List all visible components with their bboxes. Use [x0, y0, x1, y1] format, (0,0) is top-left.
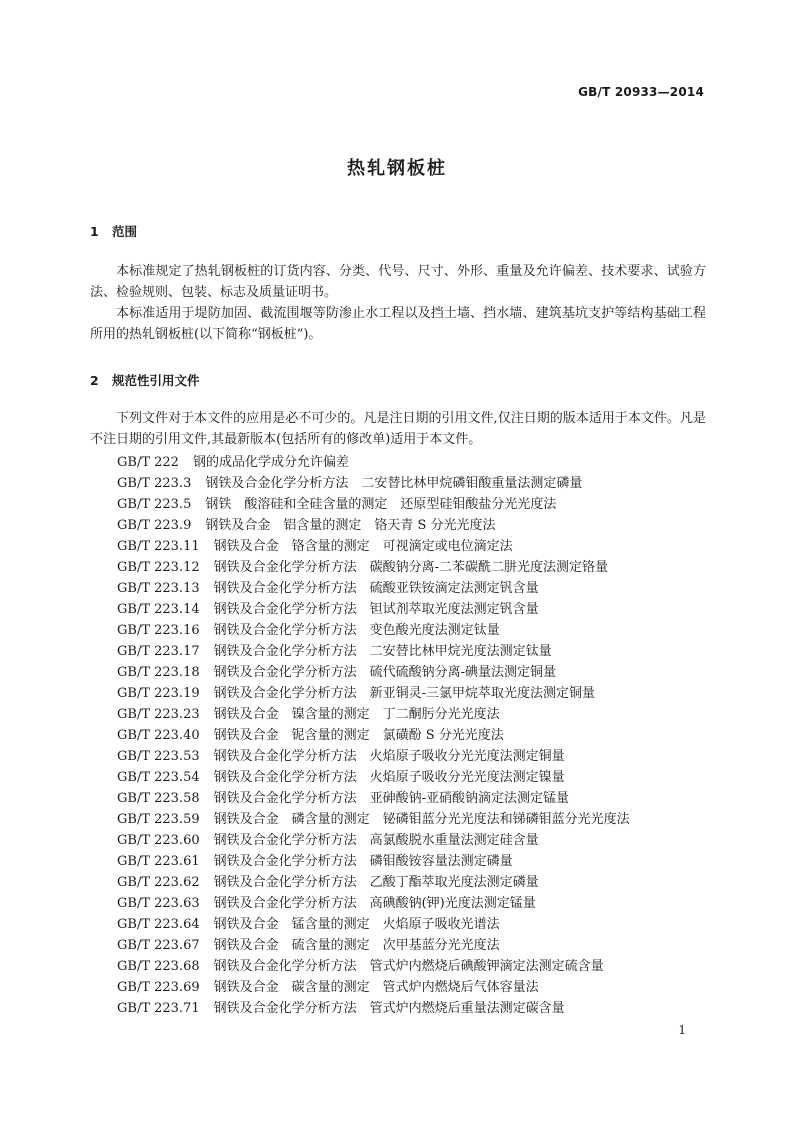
reference-item	[117, 536, 717, 557]
reference-title: 钢铁及合金 磷含量的测定 铋磷钼蓝分光光度法和锑磷钼蓝分光光度法	[213, 812, 630, 827]
section-number: 2	[90, 373, 99, 388]
reference-item	[117, 872, 717, 893]
reference-item	[117, 599, 717, 620]
reference-title: 钢铁及合金化学分析方法 管式炉内燃烧后重量法测定碳含量	[213, 1001, 565, 1016]
reference-code: GB/T 222	[117, 455, 179, 470]
reference-code: GB/T 223.14	[117, 602, 200, 617]
reference-item	[117, 956, 717, 977]
reference-code: GB/T 223.59	[117, 812, 200, 827]
reference-title: 钢铁及合金化学分析方法 高碘酸钠(钾)光度法测定锰量	[213, 896, 536, 911]
reference-code: GB/T 223.9	[117, 518, 192, 533]
reference-item	[117, 557, 717, 578]
reference-code: GB/T 223.68	[117, 959, 200, 974]
reference-code: GB/T 223.63	[117, 896, 200, 911]
reference-code: GB/T 223.64	[117, 917, 200, 932]
reference-item	[117, 452, 717, 473]
reference-item	[117, 935, 717, 956]
reference-title: 钢铁及合金化学分析方法 管式炉内燃烧后碘酸钾滴定法测定硫含量	[213, 959, 604, 974]
scope-paragraph-1: 本标准规定了热轧钢板桩的订货内容、分类、代号、尺寸、外形、重量及允许偏差、技术要求、试验方法、检验规则、包装、标志及质量证明书。	[90, 264, 706, 300]
reference-title: 钢铁及合金化学分析方法 硫代硫酸钠分离-碘量法测定铜量	[213, 665, 557, 680]
reference-title: 钢铁及合金 锰含量的测定 火焰原子吸收光谱法	[213, 917, 500, 932]
reference-code: GB/T 223.69	[117, 980, 200, 995]
reference-item	[117, 473, 717, 494]
reference-list	[117, 452, 717, 1019]
section-heading-scope	[90, 222, 137, 240]
reference-title: 钢铁 酸溶硅和全硅含量的测定 还原型硅钼酸盐分光光度法	[205, 497, 557, 512]
reference-item	[117, 977, 717, 998]
reference-code: GB/T 223.62	[117, 875, 200, 890]
reference-code: GB/T 223.23	[117, 707, 200, 722]
standard-code: GB/T 20933—2014	[578, 85, 704, 99]
page-number: 1	[678, 1023, 686, 1037]
reference-item	[117, 662, 717, 683]
reference-code: GB/T 223.17	[117, 644, 200, 659]
reference-item	[117, 725, 717, 746]
reference-code: GB/T 223.58	[117, 791, 200, 806]
reference-item	[117, 641, 717, 662]
reference-code: GB/T 223.11	[117, 539, 200, 554]
reference-code: GB/T 223.13	[117, 581, 200, 596]
reference-code: GB/T 223.12	[117, 560, 200, 575]
reference-item	[117, 788, 717, 809]
reference-item	[117, 620, 717, 641]
reference-item	[117, 998, 717, 1019]
reference-item	[117, 704, 717, 725]
reference-code: GB/T 223.67	[117, 938, 200, 953]
reference-title: 钢铁及合金化学分析方法 高氯酸脱水重量法测定硅含量	[213, 833, 539, 848]
reference-item	[117, 515, 717, 536]
reference-code: GB/T 223.3	[117, 476, 192, 491]
scope-paragraph-2: 本标准适用于堤防加固、截流围堰等防渗止水工程以及挡土墙、挡水墙、建筑基坑支护等结构基础工程所用的热轧钢板桩(以下简称“钢板桩”)。	[90, 306, 706, 342]
reference-title: 钢铁及合金化学分析方法 乙酸丁酯萃取光度法测定磷量	[213, 875, 539, 890]
reference-title: 钢铁及合金化学分析方法 二安替比林甲烷光度法测定钛量	[213, 644, 552, 659]
reference-title: 钢铁及合金化学分析方法 亚砷酸钠-亚硝酸钠滴定法测定锰量	[213, 791, 570, 806]
reference-title: 钢铁及合金化学分析方法 变色酸光度法测定钛量	[213, 623, 500, 638]
reference-item	[117, 809, 717, 830]
section-title: 范围	[112, 224, 138, 239]
reference-title: 钢铁及合金 镍含量的测定 丁二酮肟分光光度法	[213, 707, 500, 722]
section-number: 1	[90, 224, 99, 239]
reference-title: 钢铁及合金 硫含量的测定 次甲基蓝分光光度法	[213, 938, 500, 953]
reference-title: 钢铁及合金化学分析方法 钽试剂萃取光度法测定钒含量	[213, 602, 539, 617]
reference-title: 钢铁及合金化学分析方法 火焰原子吸收分光光度法测定镍量	[213, 770, 565, 785]
reference-code: GB/T 223.53	[117, 749, 200, 764]
reference-code: GB/T 223.60	[117, 833, 200, 848]
reference-title: 钢铁及合金 碳含量的测定 管式炉内燃烧后气体容量法	[213, 980, 539, 995]
section-title: 规范性引用文件	[112, 373, 200, 388]
reference-code: GB/T 223.18	[117, 665, 200, 680]
reference-item	[117, 830, 717, 851]
reference-item	[117, 851, 717, 872]
reference-item	[117, 914, 717, 935]
reference-title: 钢铁及合金 铬含量的测定 可视滴定或电位滴定法	[213, 539, 513, 554]
reference-code: GB/T 223.71	[117, 1001, 200, 1016]
reference-title: 钢铁及合金化学分析方法 新亚铜灵-三氯甲烷萃取光度法测定铜量	[213, 686, 596, 701]
reference-code: GB/T 223.61	[117, 854, 200, 869]
reference-item	[117, 578, 717, 599]
reference-title: 钢铁及合金化学分析方法 硫酸亚铁铵滴定法测定钒含量	[213, 581, 539, 596]
reference-code: GB/T 223.5	[117, 497, 192, 512]
reference-title: 钢铁及合金化学分析方法 火焰原子吸收分光光度法测定铜量	[213, 749, 565, 764]
document-title: 热轧钢板桩	[347, 158, 447, 179]
reference-code: GB/T 223.54	[117, 770, 200, 785]
reference-item	[117, 494, 717, 515]
section-heading-normative-references	[90, 371, 200, 389]
reference-title: 钢铁及合金化学分析方法 磷钼酸铵容量法测定磷量	[213, 854, 513, 869]
reference-item	[117, 683, 717, 704]
references-intro-paragraph: 下列文件对于本文件的应用是必不可少的。凡是注日期的引用文件,仅注日期的版本适用于本文件。凡是不注日期的引用文件,其最新版本(包括所有的修改单)适用于本文件。	[90, 411, 706, 447]
reference-title: 钢铁及合金化学分析方法 碳酸钠分离-二苯碳酰二肼光度法测定铬量	[213, 560, 609, 575]
reference-title: 钢铁及合金 铝含量的测定 铬天青 S 分光光度法	[205, 518, 496, 533]
reference-item	[117, 767, 717, 788]
reference-item	[117, 746, 717, 767]
reference-code: GB/T 223.16	[117, 623, 200, 638]
reference-code: GB/T 223.19	[117, 686, 200, 701]
reference-item	[117, 893, 717, 914]
reference-title: 钢铁及合金 铌含量的测定 氯磺酚 S 分光光度法	[213, 728, 504, 743]
reference-title: 钢的成品化学成分允许偏差	[192, 455, 349, 470]
reference-code: GB/T 223.40	[117, 728, 200, 743]
reference-title: 钢铁及合金化学分析方法 二安替比林甲烷磷钼酸重量法测定磷量	[205, 476, 583, 491]
